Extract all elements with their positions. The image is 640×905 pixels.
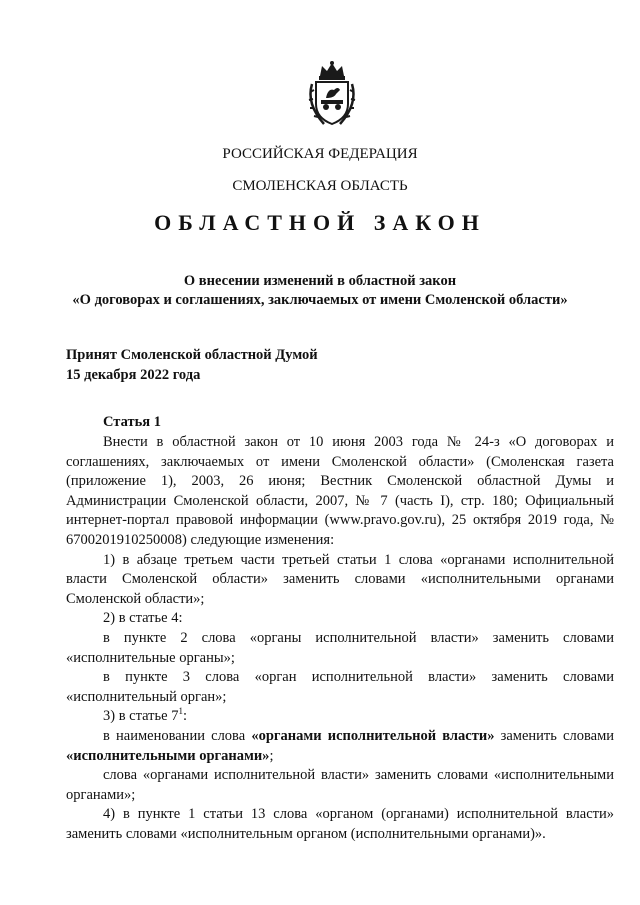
subject-line-1: О внесении изменений в областной закон	[183, 273, 457, 289]
item-3	[66, 707, 614, 727]
subject-line-2: «О договорах и соглашениях, заключаемых от имени Смоленской области»	[72, 292, 568, 308]
item-3a-part3: ;	[269, 747, 274, 764]
item-1: 1) в абзаце третьем части третьей статьи 1 слова «органами исполнительной власти Смоленской области» заменить словами «исполнительными органами Смоленской области»;	[66, 551, 614, 607]
smolensk-coat-of-arms-icon	[302, 60, 362, 128]
region-name: СМОЛЕНСКАЯ ОБЛАСТЬ	[232, 178, 408, 194]
item-4: 4) в пункте 1 статьи 13 слова «органом (органами) исполнительной власти» заменить словами «исполнительным органом (исполнительными органами)».	[66, 806, 614, 842]
item-3b: слова «органами исполнительной власти» заменить словами «исполнительными органами»;	[66, 767, 614, 803]
adopted-by: Принят Смоленской областной Думой	[66, 347, 318, 363]
item-2: 2) в статье 4:	[103, 610, 183, 627]
article-body	[66, 433, 614, 844]
item-3a-part1: в наименовании слова	[103, 727, 252, 744]
article-intro: Внести в областной закон от 10 июня 2003 года № 24-з «О договорах и соглашениях, заключаемых от имени Смоленской области» (Смоленская газета (приложение 1), 2003, 26 июня; Вестник Смоленской областной Думы и Администрации Смоленской области, 2007, № 7 (часть I), стр. 180; Официальный интернет-портал правовой информации (www.pravo.gov.ru), 25 октября 2019 года, № 6700201910250008) следующие изменения:	[66, 434, 614, 548]
item-3a	[66, 727, 614, 766]
item-3a-part2: заменить словами	[494, 727, 615, 744]
adoption-info	[66, 345, 318, 385]
item-3a-bold1: «органами исполнительной власти»	[251, 727, 495, 744]
item-3a-bold2: «исполнительными органами»	[66, 747, 270, 764]
country-name: РОССИЙСКАЯ ФЕДЕРАЦИЯ	[222, 146, 418, 162]
item-3-suffix: :	[182, 708, 187, 725]
document-subject	[0, 272, 640, 310]
item-2a: в пункте 2 слова «органы исполнительной власти» заменить словами «исполнительные органы»;	[66, 629, 614, 666]
item-3-superscript: 1	[178, 706, 183, 717]
article-title: Статья 1	[103, 414, 161, 430]
document-type: ОБЛАСТНОЙ ЗАКОН	[154, 210, 486, 235]
item-3-prefix: 3) в статье 7	[103, 708, 179, 725]
item-2b: в пункте 3 слова «орган исполнительной власти» заменить словами «исполнительный орган»;	[66, 669, 614, 705]
adoption-date: 15 декабря 2022 года	[66, 367, 201, 383]
